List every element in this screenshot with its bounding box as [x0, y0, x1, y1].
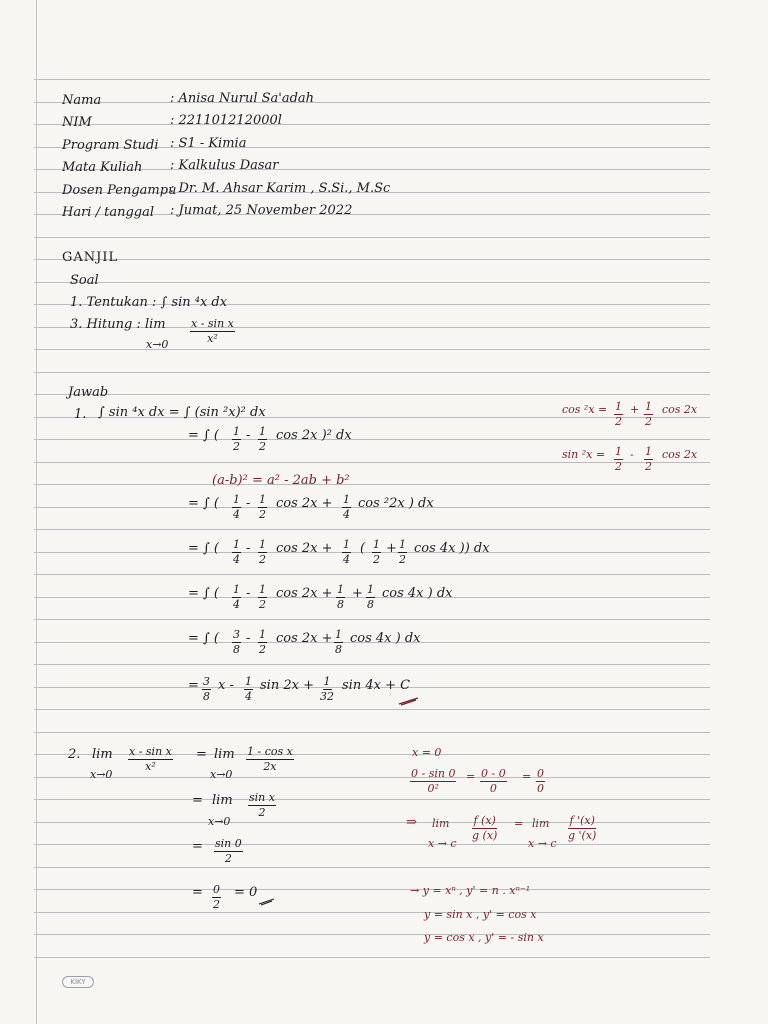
ruled-line	[34, 372, 710, 373]
operator: -	[246, 541, 251, 556]
equals: =	[522, 770, 532, 783]
operator: -	[246, 496, 251, 511]
fraction	[644, 401, 653, 428]
notebook-logo: KIKY	[62, 976, 94, 988]
denominator: 2	[259, 642, 266, 656]
equals: =	[466, 770, 476, 783]
denominator: 8	[337, 597, 344, 611]
question-3-fraction	[190, 318, 235, 345]
fraction	[258, 494, 267, 521]
ruled-line	[34, 349, 710, 350]
nama-value: : Anisa Nurul Sa'adah	[170, 91, 315, 106]
sin-squared-identity-a: sin ²x =	[562, 448, 606, 461]
denominator: 4	[233, 507, 240, 521]
limit-3-sub: x→0	[208, 815, 231, 828]
numerator: 0	[213, 883, 220, 896]
numerator: 1	[367, 583, 374, 596]
answer-1-line-6-end: cos 4x ) dx	[350, 631, 421, 646]
question-1: 1. Tentukan : ∫ sin ⁴x dx	[70, 295, 228, 310]
denominator: 2	[645, 459, 652, 473]
numerator: 1	[245, 675, 252, 688]
ruled-line	[34, 664, 710, 665]
prodi-value: : S1 - Kimia	[170, 136, 247, 151]
answer-1-line-4-start: = ∫ (	[188, 541, 220, 556]
denominator: x²	[145, 759, 156, 773]
operator: +	[386, 541, 397, 556]
fraction	[480, 768, 507, 795]
limit-1-sub: x→0	[90, 768, 113, 781]
denominator: x²	[207, 331, 218, 345]
limit-3: lim	[212, 793, 233, 808]
fraction	[258, 629, 267, 656]
fraction	[398, 539, 407, 566]
operator: +	[352, 586, 363, 601]
lhopital-arrow: ⇒	[406, 815, 417, 830]
numerator: 1	[233, 538, 240, 551]
denominator: 2	[259, 552, 266, 566]
hari-value: : Jumat, 25 November 2022	[170, 203, 353, 218]
denominator: g '(x)	[568, 828, 597, 842]
ruled-line	[34, 777, 710, 778]
answer-1-line-4-mid: cos 2x +	[276, 541, 333, 556]
operator: -	[246, 631, 251, 646]
lhopital-sub-2: x → c	[528, 837, 557, 850]
numerator: 1	[233, 425, 240, 438]
denominator: 2	[399, 552, 406, 566]
fraction	[614, 401, 623, 428]
margin-line	[36, 0, 37, 1024]
denominator: 2	[615, 414, 622, 428]
ruled-line	[34, 259, 710, 260]
denominator: 2	[373, 552, 380, 566]
fraction	[258, 584, 267, 611]
ruled-line	[34, 844, 710, 845]
fraction	[336, 584, 345, 611]
denominator: 4	[245, 689, 252, 703]
nama-label: Nama	[62, 93, 102, 108]
answer-1-line-6-mid: cos 2x +	[276, 631, 333, 646]
ruled-line	[34, 102, 710, 103]
fraction	[202, 676, 211, 703]
fraction	[342, 494, 351, 521]
numerator: 1	[343, 538, 350, 551]
ruled-line	[34, 439, 710, 440]
ruled-line	[34, 484, 710, 485]
answer-1-line-6-start: = ∫ (	[188, 631, 220, 646]
numerator: 0 - sin 0	[411, 767, 456, 780]
ruled-line	[34, 912, 710, 913]
denominator: 2x	[263, 759, 277, 773]
final-answer-mark	[398, 696, 420, 706]
answer-1-final: sin 4x + C	[342, 678, 411, 693]
numerator: 0	[537, 767, 544, 780]
numerator: 1	[373, 538, 380, 551]
answer-2-final: = 0	[234, 885, 258, 900]
numerator: sin 0	[215, 837, 242, 850]
answer-1-line-4-end: cos 4x )) dx	[414, 541, 490, 556]
ruled-line	[34, 732, 710, 733]
equals: =	[196, 747, 207, 762]
identity-formula: (a-b)² = a² - 2ab + b²	[212, 473, 350, 488]
fraction	[246, 746, 294, 773]
ruled-line	[34, 462, 710, 463]
lhopital-sub: x → c	[428, 837, 457, 850]
answer-1-label: 1.	[74, 407, 87, 422]
numerator: 1	[233, 493, 240, 506]
limit-2: lim	[214, 747, 235, 762]
numerator: 1	[323, 675, 331, 688]
operator: +	[630, 403, 640, 416]
numerator: 0 - 0	[481, 767, 506, 780]
lhopital-lim: lim	[432, 817, 450, 830]
derivative-cos: y = cos x , y' = - sin x	[424, 931, 544, 944]
numerator: 1	[335, 628, 342, 641]
denominator: 2	[645, 414, 652, 428]
fraction	[248, 792, 276, 819]
limit-1: lim	[92, 747, 113, 762]
cos-squared-identity-c: cos 2x	[662, 403, 698, 416]
derivative-power-rule: → y = xⁿ , y' = n . xⁿ⁻¹	[410, 884, 531, 897]
fraction	[232, 539, 241, 566]
numerator: 1	[343, 493, 350, 506]
sin-squared-identity-c: cos 2x	[662, 448, 698, 461]
denominator: 2	[233, 439, 240, 453]
fraction	[128, 746, 173, 773]
numerator: x - sin x	[129, 745, 172, 758]
ruled-line	[34, 889, 710, 890]
substitution-x: x = 0	[412, 746, 442, 759]
answer-1-line-7-b: sin 2x +	[260, 678, 314, 693]
fraction	[568, 815, 596, 842]
denominator: 2	[259, 597, 266, 611]
fraction	[366, 584, 375, 611]
denominator: 4	[233, 552, 240, 566]
fraction	[644, 446, 653, 473]
denominator: 2	[258, 805, 266, 819]
fraction	[212, 884, 221, 911]
ruled-line	[34, 934, 710, 935]
denominator: 2	[224, 851, 232, 865]
denominator: 2	[615, 459, 622, 473]
answer-2-label: 2.	[68, 747, 81, 762]
numerator: 1	[399, 538, 406, 551]
ruled-line	[34, 867, 710, 868]
numerator: 1	[259, 425, 266, 438]
limit-2-sub: x→0	[210, 768, 233, 781]
answer-1-line-5-end: cos 4x ) dx	[382, 586, 453, 601]
fraction	[342, 539, 351, 566]
ruled-line	[34, 957, 710, 958]
equals: =	[192, 839, 203, 854]
answer-1-line-3-start: = ∫ (	[188, 496, 220, 511]
fraction	[232, 494, 241, 521]
ruled-line	[34, 822, 710, 823]
numerator: 1	[645, 445, 652, 458]
section-ganjil: GANJIL	[62, 250, 119, 265]
lhopital-lim-2: lim	[532, 817, 550, 830]
hari-label: Hari / tanggal	[62, 205, 155, 220]
denominator: 2	[259, 439, 266, 453]
numerator: sin x	[249, 791, 275, 804]
question-3: 3. Hitung : lim	[70, 317, 166, 332]
fraction	[214, 838, 243, 865]
matkul-label: Mata Kuliah	[62, 160, 143, 175]
ruled-line	[34, 799, 710, 800]
fraction	[410, 768, 456, 795]
prodi-label: Program Studi	[62, 138, 159, 153]
numerator: 1	[337, 583, 344, 596]
denominator: 8	[367, 597, 374, 611]
fraction	[232, 584, 241, 611]
paren: (	[360, 541, 366, 556]
fraction	[614, 446, 623, 473]
answer-1-line-2-start: = ∫ (	[188, 428, 220, 443]
fraction	[536, 768, 545, 795]
answer-1-line-3-end: cos ²2x ) dx	[358, 496, 434, 511]
final-answer-mark	[258, 898, 276, 906]
equals: =	[192, 793, 203, 808]
fraction	[232, 629, 241, 656]
derivative-sin: y = sin x , y' = cos x	[424, 908, 537, 921]
answer-1-line-7-a: x -	[218, 678, 234, 693]
numerator: 3	[233, 628, 240, 641]
denominator: g (x)	[472, 828, 498, 842]
ruled-line	[34, 574, 710, 575]
numerator: 1	[259, 583, 266, 596]
answer-1-line-5-start: = ∫ (	[188, 586, 220, 601]
fraction	[472, 815, 497, 842]
nim-label: NIM	[62, 115, 92, 130]
answer-1-line-7-start: =	[188, 678, 199, 693]
fraction	[258, 539, 267, 566]
fraction	[232, 426, 241, 453]
numerator: 1	[259, 493, 266, 506]
denominator: 8	[335, 642, 342, 656]
denominator: 4	[343, 507, 350, 521]
operator: -	[246, 428, 251, 443]
numerator: 1	[233, 583, 240, 596]
ruled-line	[34, 124, 710, 125]
answer-1-line-3-mid: cos 2x +	[276, 496, 333, 511]
denominator: 0	[537, 781, 544, 795]
numerator: 1	[615, 445, 622, 458]
dosen-value: : Dr. M. Ahsar Karim , S.Si., M.Sc	[170, 181, 391, 196]
operator: -	[246, 586, 251, 601]
denominator: 8	[233, 642, 240, 656]
denominator: 0²	[427, 781, 439, 795]
ruled-line	[34, 282, 710, 283]
fraction	[258, 426, 267, 453]
fraction	[334, 629, 343, 656]
ruled-line	[34, 394, 710, 395]
numerator: x - sin x	[191, 317, 234, 330]
numerator: 1	[259, 538, 266, 551]
ruled-line	[34, 619, 710, 620]
equals: =	[192, 885, 203, 900]
soal-heading: Soal	[70, 273, 99, 288]
numerator: 3	[203, 675, 210, 688]
ruled-line	[34, 237, 710, 238]
nim-value: : 221101212000l	[170, 113, 282, 128]
denominator: 4	[343, 552, 350, 566]
fraction	[320, 676, 334, 703]
denominator: 0	[489, 781, 497, 795]
dosen-label: Dosen Pengampu	[62, 183, 177, 198]
numerator: 1	[645, 400, 652, 413]
numerator: 1	[615, 400, 622, 413]
numerator: f '(x)	[569, 814, 595, 827]
denominator: 2	[213, 897, 220, 911]
answer-1-line-1: ∫ sin ⁴x dx = ∫ (sin ²x)² dx	[98, 405, 266, 420]
operator: -	[630, 448, 634, 461]
ruled-line	[34, 79, 710, 80]
equals: =	[514, 817, 524, 830]
numerator: 1 - cos x	[247, 745, 293, 758]
ruled-line	[34, 709, 710, 710]
fraction	[372, 539, 381, 566]
numerator: 1	[259, 628, 266, 641]
denominator: 2	[259, 507, 266, 521]
denominator: 8	[203, 689, 210, 703]
answer-1-line-5-mid: cos 2x +	[276, 586, 333, 601]
denominator: 4	[233, 597, 240, 611]
cos-squared-identity-a: cos ²x =	[562, 403, 608, 416]
matkul-value: : Kalkulus Dasar	[170, 158, 279, 173]
fraction	[244, 676, 253, 703]
answer-1-line-2-end: cos 2x )² dx	[276, 428, 352, 443]
ruled-line	[34, 529, 710, 530]
denominator: 32	[320, 689, 334, 703]
jawab-heading: Jawab	[68, 385, 109, 400]
numerator: f (x)	[473, 814, 496, 827]
question-3-limit-sub: x→0	[146, 338, 169, 351]
